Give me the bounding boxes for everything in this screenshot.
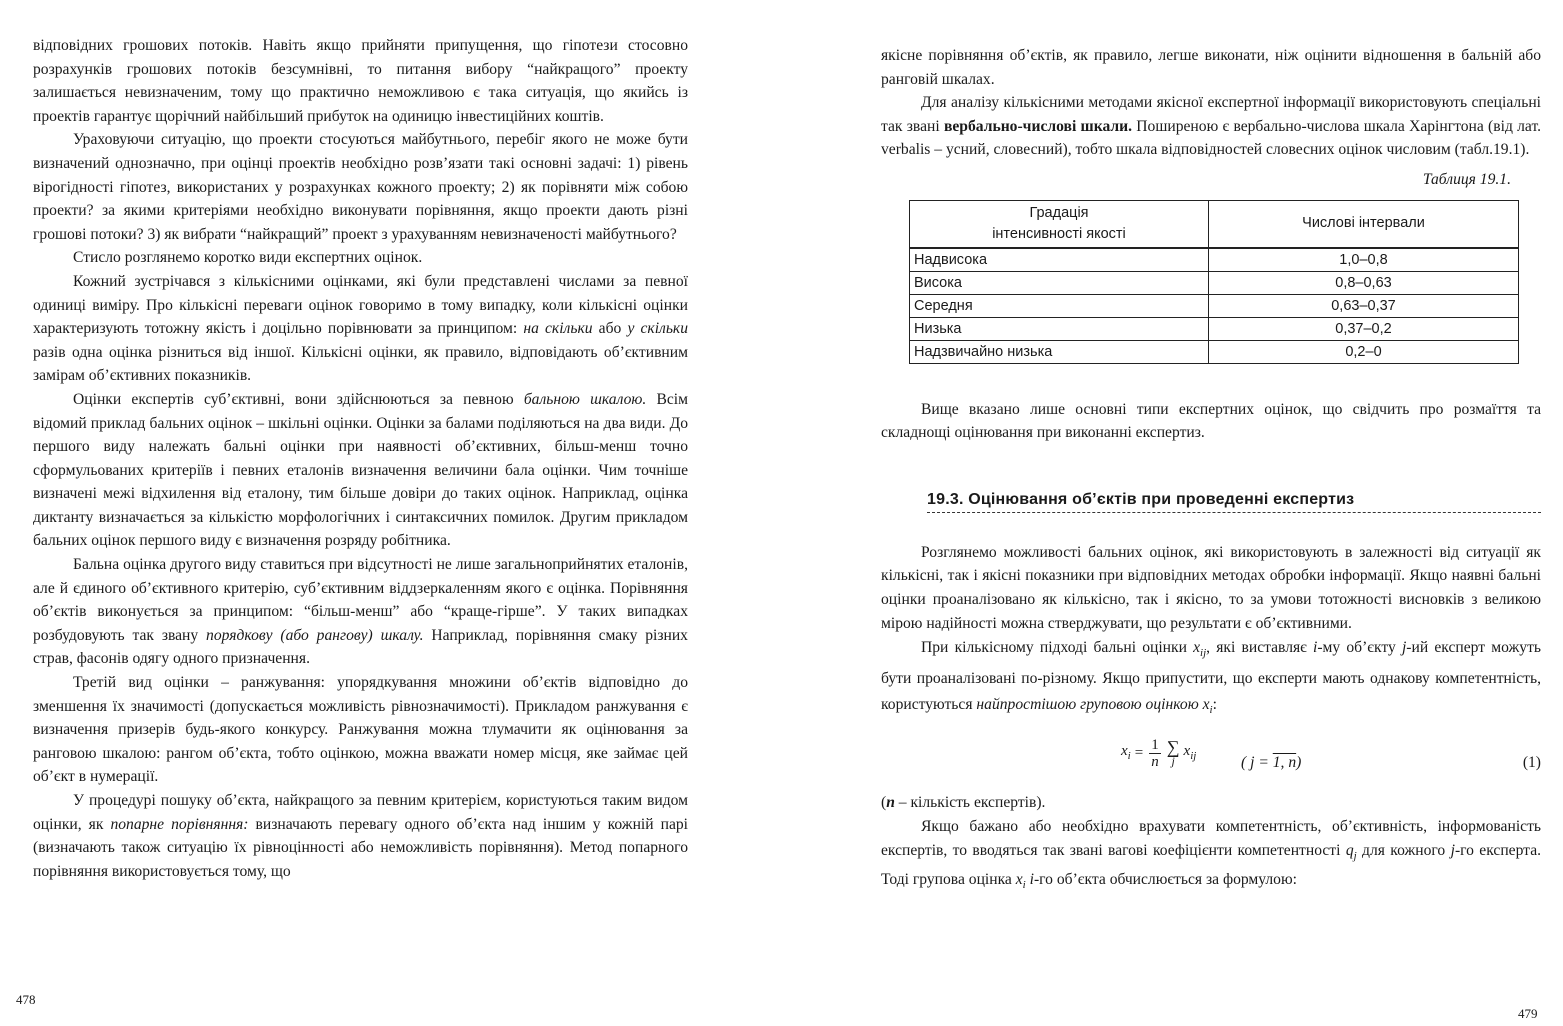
left-page [0, 0, 781, 1026]
paragraph: Якщо бажано або необхідно врахувати компетентність, об’єктивність, інформованість експертів, то вводяться так звані вагові коефіцієнти компетентності $q_j$ для кожного j-го експерта. Тоді групова оцінка $x_i$ i-го об’єкта обчислюється за формулою: [881, 817, 1542, 892]
paragraph: У процедурі пошуку об’єкта, найкращого за певним критерієм, користуються таким видом оцінки, як попарне порівняння: визначають перевагу одного об’єкта над іншим у кожній парі (визначають також ситуацію їх рівноцінності або неможливість порівняння). Метод попарного порівняння використовується тому, що [33, 792, 689, 880]
table-row [910, 317, 1519, 340]
variable: $q_j$ [1345, 841, 1357, 862]
group-score-formula: $x_i$ = $\frac{1}{n}$ ∑ j $x_{ij}$ [1121, 736, 1197, 771]
harrington-scale-table [909, 200, 1519, 364]
paragraph: Третій вид оцінки – ранжування: упорядкування множини об’єктів відповідно до зменшення їх значимості (допускається можливість рівнозначимості). Прикладом ранжування є визначення призерів будь-якого конкурсу. Ранжування можна тлумачити як оцінювання за ранговою шкалою: рангом об’єкта, тобто оцінкою, можна вважати номер місця, яке займає цей об’єкт в нумерації. [33, 674, 688, 786]
variable: $x_{ij}$ [1193, 639, 1207, 660]
sum-symbol: ∑ j [1166, 736, 1180, 768]
paragraph: Оцінки експертів суб’єктивні, вони здійснюються за певною бальною шкалою. Всім відомий приклад бальних оцінок – шкільні оцінки. Оцінки за балами поділяються на два види. До першого виду належать бальні оцінки при наявності об’єктивних, більш-менш точно сформульованих критеріїв і певних еталонів визначення величини бала оцінки. Чим точніше визначені межі відхилення від еталону, тим більше довіри до таких оцінок. Наприклад, оцінка диктанту визначається за кількістю морфологічних і синтаксичних помилок. Другим прикладом бальних оцінок першого виду є визначення розряду робітника. [33, 390, 689, 550]
formula-1 [881, 737, 1541, 787]
paragraph: При кількісному підході бальні оцінки $x_{ij}$, які виставляє i-му об’єкту j-ий експерт можуть бути проаналізовані по-різному. Якщо припустити, що експерти мають однакову компетентність, користуються найпростішою груповою оцінкою $x_i$: [881, 639, 1541, 717]
paragraph: (n – кількість експертів). [881, 794, 1046, 812]
bold-term: вербально-числові шкали. [943, 117, 1133, 135]
row-label: Надвисока [910, 248, 1209, 272]
row-value: 1,0–0,8 [1209, 248, 1519, 272]
row-label: Середня [910, 294, 1209, 317]
formula-condition: ( j = 1, n) [1241, 754, 1302, 772]
paragraph: якісне порівняння об’єктів, як правило, легше виконати, ніж оцінити відношення в бальній або ранговій шкалах. [881, 47, 1541, 88]
row-label: Низька [910, 317, 1209, 340]
paragraph: Вище вказано лише основні типи експертних оцінок, що свідчить про розмаїття та складнощі оцінювання при виконанні експертиз. [881, 400, 1541, 442]
paragraph: Стисло розглянемо коротко види експертних оцінок. [73, 249, 423, 267]
left-text-column [33, 34, 688, 883]
table-row [910, 271, 1519, 294]
row-label: Надзвичайно низька [910, 340, 1209, 363]
right-text-column [881, 44, 1541, 898]
paragraph: Ураховуючи ситуацію, що проекти стосуються майбутнього, перебіг якого не може бути визначений однозначно, при оцінці проектів необхідно розв’язати такі основні задачі: 1) рівень вірогідності гіпотез, використаних у розрахунках кожного проекту; 2) як порівняти між собою проекти? за якими критеріями необхідно виконувати порівняння, якщо проекти дають різні грошові потоки? 3) як вибрати “найкращий” проект з урахуванням невизначеності майбутнього? [33, 131, 688, 243]
table-row [910, 294, 1519, 317]
table-caption: Таблиця 19.1. [1422, 170, 1511, 188]
section-heading: 19.3. Оцінювання об’єктів при проведенні експертиз [927, 489, 1541, 513]
header-gradation: Градація інтенсивності якості [910, 200, 1209, 248]
row-value: 0,37–0,2 [1209, 317, 1519, 340]
table-header-row [910, 200, 1519, 248]
emphasis: попарне порівняння: [110, 815, 249, 833]
paragraph: Для аналізу кількісними методами якісної експертної інформації використовують спеціальні так звані вербально-числові шкали. Поширеною є вербально-числова шкала Харінгтона (від лат. verbalis – усний, словесний), тобто шкала відповідностей словесних оцінок числовим (табл.19.1). [881, 94, 1541, 159]
row-label: Висока [910, 271, 1209, 294]
emphasis: порядкову (або рангову) шкалу. [206, 626, 424, 644]
emphasis: найпростішою груповою оцінкою [976, 696, 1199, 714]
paragraph: Бальна оцінка другого виду ставиться при відсутності не лише загальноприйнятих еталонів, але й єдиного об’єктивного критерію, суб’єктивним віддзеркаленням якого є оцінка. Порівняння об’єктів виконується за принципом: “більш-менш” або “краще-гірше”. У таких випадках розбудовують так звану порядкову (або рангову) шкалу. Наприклад, порівняння смаку різних страв, фасонів одягу одного призначення. [33, 556, 688, 668]
paragraph: Розглянемо можливості бальних оцінок, які використовують в залежності від ситуації як кількісні, так і якісні показники при відповідних методах обробки інформації. Якщо наявні бальні оцінки проаналізовано як кількісно, так і якісно, то за умови тотожності висновків з великою мірою надійності можна стверджувати, що результати є об’єктивними. [881, 543, 1541, 632]
page-number: 479 [1518, 1006, 1538, 1021]
variable: $x_i$ [1202, 696, 1213, 717]
emphasis: бальною шкалою. [523, 390, 647, 408]
table-row [910, 340, 1519, 363]
emphasis: у скільки [627, 320, 689, 338]
row-value: 0,2–0 [1209, 340, 1519, 363]
fraction: $\frac{1}{n}$ [1151, 737, 1159, 771]
right-page [781, 0, 1563, 1026]
row-value: 0,63–0,37 [1209, 294, 1519, 317]
paragraph: Кожний зустрічався з кількісними оцінками, які були представлені числами за певної одиниці виміру. Про кількісні переваги оцінок говоримо в тому випадку, коли кількісні оцінки характеризують тотожну якість і доцільно порівнювати за принципом: на скільки або у скільки разів одна оцінка різниться від іншої. Кількісні оцінки, як правило, відповідають об’єктивним замірам об’єктивних показників. [33, 272, 689, 385]
row-value: 0,8–0,63 [1209, 271, 1519, 294]
paragraph: відповідних грошових потоків. Навіть якщо прийняти припущення, що гіпотези стосовно розрахунків грошових потоків безсумнівні, то питання вибору “найкращого” проекту залишається невизначеним, тому що практично неможливою є така ситуація, що якийсь із проектів гарантує щорічний найбільший прибуток на одиницю інвестиційних коштів. [33, 37, 688, 125]
page-number: 478 [16, 992, 36, 1007]
variable: $x_i$ [1015, 871, 1026, 892]
header-numeric-intervals: Числові інтервали [1209, 200, 1519, 248]
emphasis: на скільки [523, 320, 593, 338]
table-row [910, 248, 1519, 272]
equation-number: (1) [1522, 754, 1541, 772]
